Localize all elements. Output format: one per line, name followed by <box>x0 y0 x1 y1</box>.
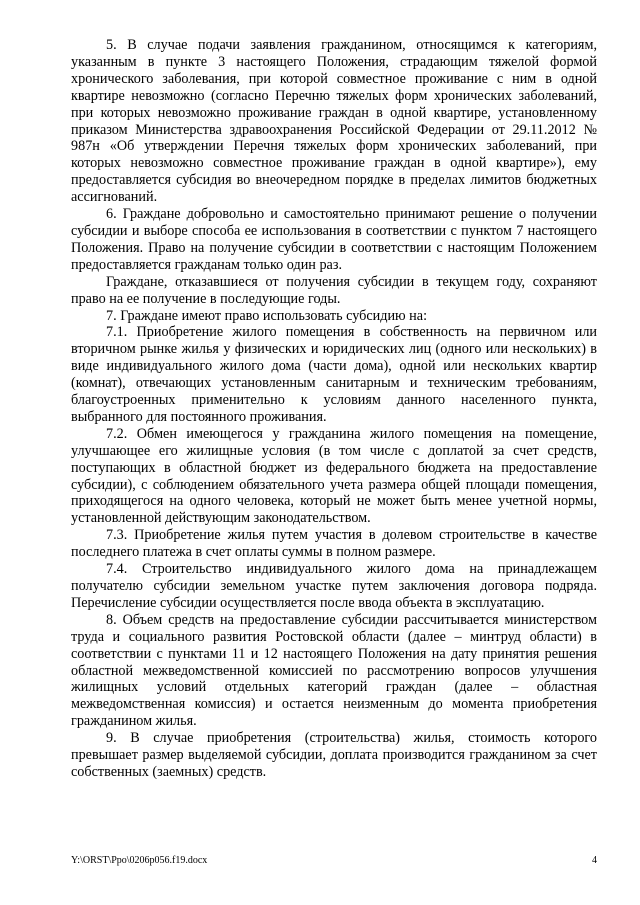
paragraph-7-3: 7.3. Приобретение жилья путем участия в долевом строительстве в качестве последнего платежа в счет оплаты суммы в полном размере. <box>71 527 597 561</box>
paragraph-7-4: 7.4. Строительство индивидуального жилого дома на принадлежащем получателю субсидии земельном участке путем заключения договора подряда. Перечисление субсидии осуществляется после ввода объекта в эксплуатацию. <box>71 561 597 611</box>
paragraph-6: 6. Граждане добровольно и самостоятельно принимают решение о получении субсидии и выборе способа ее использования в соответствии с пунктом 7 настоящего Положения. Право на получение субсидии в соответствии с настоящим Положением предоставляется гражданам только один раз. <box>71 206 597 273</box>
paragraph-5: 5. В случае подачи заявления гражданином, относящимся к категориям, указанным в пункте 3 настоящего Положения, страдающим тяжелой формой хронического заболевания, при которой совместное проживание с ним в одной квартире невозможно (согласно Перечню тяжелых форм хронических заболеваний, при которых невозможно проживание граждан в одной квартире, установленному приказом Министерства здравоохранения Российской Федерации от 29.11.2012 № 987н «Об утверждении Перечня тяжелых форм хронических заболеваний, при которых невозможно совместное проживание граждан в одной квартире»), ему предоставляется субсидия во внеочередном порядке в пределах лимитов бюджетных ассигнований. <box>71 37 597 206</box>
paragraph-9: 9. В случае приобретения (строительства) жилья, стоимость которого превышает размер выделяемой субсидии, доплата производится гражданином за счет собственных (заемных) средств. <box>71 730 597 780</box>
paragraph-7-1: 7.1. Приобретение жилого помещения в собственность на первичном или вторичном рынке жилья у физических и юридических лиц (одного или нескольких) в виде индивидуального жилого дома (части дома), одной или нескольких квартир (комнат), отвечающих установленным санитарным и техническим требованиям, благоустроенных применительно к условиям данного населенного пункта, выбранного для постоянного проживания. <box>71 324 597 425</box>
paragraph-7-2: 7.2. Обмен имеющегося у гражданина жилого помещения на помещение, улучшающее его жилищные условия (в том числе с доплатой за счет средств, поступающих в областной бюджет из федерального бюджета на предоставление субсидии), с соблюдением обязательного учета размера общей площади помещения, приходящегося на одного человека, который не может быть менее учетной нормы, установленной действующим законодательством. <box>71 425 597 527</box>
paragraph-8: 8. Объем средств на предоставление субсидии рассчитывается министерством труда и социального развития Ростовской области (далее – минтруд области) в соответствии с пунктами 11 и 12 настоящего Положения на дату принятия решения областной межведомственной комиссией по рассмотрению вопросов улучшения жилищных условий отдельных категорий граждан (далее – областная межведомственная комиссия) и остается неизменным до момента приобретения гражданином жилья. <box>71 611 597 730</box>
paragraph-7: 7. Граждане имеют право использовать субсидию на: <box>106 307 428 324</box>
page-number: 4 <box>592 855 597 866</box>
document-body <box>71 37 597 781</box>
paragraph-6-refusal: Граждане, отказавшиеся от получения субсидии в текущем году, сохраняют право на ее получение в последующие годы. <box>71 273 597 307</box>
footer-file-path: Y:\ORST\Ppo\0206p056.f19.docx <box>71 855 208 866</box>
